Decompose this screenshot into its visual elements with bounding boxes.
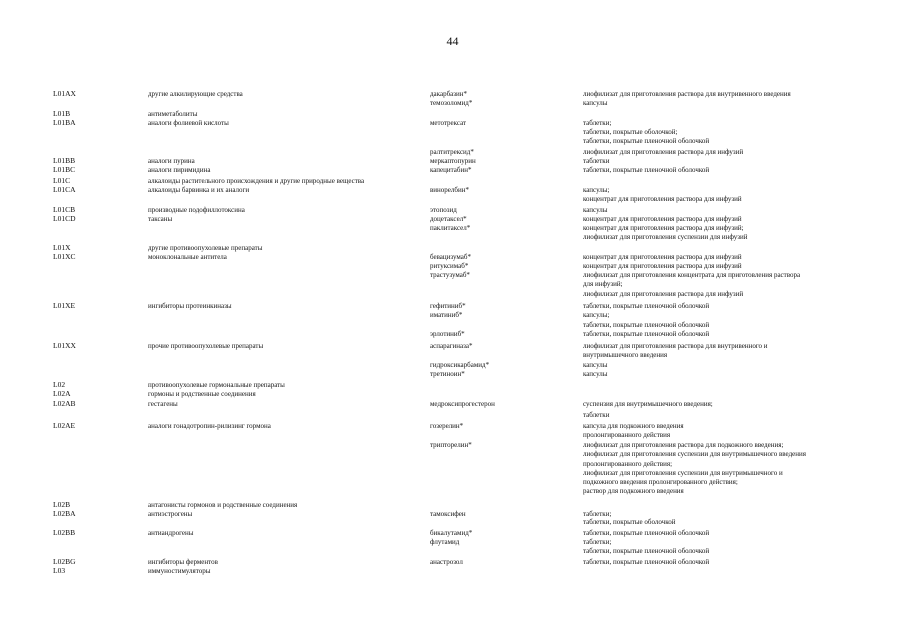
row-code: L01BB [53,156,76,165]
row-group: таксаны [148,215,173,223]
row-drug: третиноин* [430,370,465,378]
row-form: таблетки, покрытые пленочной оболочкой [583,547,710,555]
row-drug: ритуксимаб* [430,262,469,270]
row-form: внутримышечного введения [583,351,668,359]
row-drug: темозоломид* [430,99,473,107]
row-drug: меркаптопурин [430,157,476,165]
row-code: L02AE [53,421,76,430]
row-group: противоопухолевые гормональные препараты [148,381,285,389]
row-form: пролонгированного действия [583,431,671,439]
row-form: лиофилизат для приготовления раствора для инфузий [583,290,744,298]
row-group: ингибиторы протеинкиназы [148,302,232,310]
row-drug: иматиниб* [430,311,463,319]
row-form: лиофилизат для приготовления суспензии для внутримышечного введения [583,450,806,458]
row-drug: гозерелин* [430,422,464,430]
row-drug: медроксипрогестерон [430,400,495,408]
row-code: L01XC [53,252,76,261]
row-form: таблетки; [583,538,612,546]
row-form: суспензия для внутримышечного введения; [583,400,713,408]
row-form: лиофилизат для приготовления раствора для инфузий [583,148,744,156]
row-form: таблетки; [583,119,612,127]
row-form: пролонгированного действия; [583,460,673,468]
row-code: L01X [53,243,71,252]
row-group: гормоны и родственные соединения [148,390,256,398]
row-group: ингибиторы ферментов [148,558,218,566]
page-number: 44 [446,34,459,48]
row-form: капсулы [583,99,608,107]
row-code: L02AB [53,399,76,408]
row-drug: винорелбин* [430,186,469,194]
row-form: концентрат для приготовления раствора для инфузий; [583,224,744,232]
row-code: L02 [53,380,66,389]
row-form: капсулы; [583,186,610,194]
row-drug: капецитабин* [430,166,472,174]
row-drug: бикалутамид* [430,529,473,537]
row-group: аналоги фолиевой кислоты [148,119,229,127]
row-group: антиандрогены [148,529,194,537]
row-drug: ралтитрексид* [430,148,474,156]
row-form: таблетки; [583,510,612,518]
row-drug: гефитиниб* [430,302,466,310]
row-code: L02BB [53,528,76,537]
row-group: антиметаболиты [148,110,198,118]
row-drug: доцетаксел* [430,215,467,223]
row-drug: метотрексат [430,119,467,127]
row-drug: бевацизумаб* [430,253,471,261]
row-form: таблетки, покрытые пленочной оболочкой [583,321,710,329]
row-code: L02BA [53,509,76,518]
row-code: L01B [53,109,71,118]
row-form: капсулы; [583,311,610,319]
row-code: L02BG [53,557,76,566]
row-form: лиофилизат для приготовления концентрата для приготовления раствора [583,271,801,279]
row-group: гестагены [148,400,178,408]
row-form: концентрат для приготовления раствора для инфузий [583,262,742,270]
row-form: лиофилизат для приготовления раствора для внутривенного и [583,342,768,350]
row-drug: гидроксикарбамид* [430,361,490,369]
row-form: таблетки, покрытые оболочкой [583,518,676,526]
row-form: лиофилизат для приготовления раствора для внутривенного введения [583,90,791,98]
row-group: аналоги пурина [148,157,195,165]
row-drug: флутамид [430,538,460,546]
row-form: таблетки [583,411,610,419]
row-form: таблетки, покрытые пленочной оболочкой [583,330,710,338]
row-form: концентрат для приготовления раствора для инфузий [583,215,742,223]
row-drug: тамоксифен [430,510,466,518]
row-group: другие противоопухолевые препараты [148,244,263,252]
row-code: L01BC [53,165,76,174]
row-code: L01CA [53,185,76,194]
row-group: алкалоиды барвинка и их аналоги [148,186,250,194]
row-code: L01CD [53,214,76,223]
row-form: таблетки, покрытые оболочкой; [583,128,678,136]
row-group: алкалоиды растительного происхождения и другие природные вещества [148,177,365,185]
row-code: L03 [53,566,66,575]
row-group: другие алкилирующие средства [148,90,243,98]
row-form: капсулы [583,361,608,369]
row-drug: трастузумаб* [430,271,470,279]
row-form: лиофилизат для приготовления суспензии для инфузий [583,233,748,241]
row-form: лиофилизат для приготовления раствора для подкожного введения; [583,441,784,449]
row-drug: анастрозол [430,558,463,566]
row-form: лиофилизат для приготовления суспензии для внутримышечного и [583,469,783,477]
row-group: антагонисты гормонов и родственные соединения [148,501,298,509]
row-group: аналоги гонадотропин-рилизинг гормона [148,422,271,430]
row-code: L01C [53,176,71,185]
row-form: концентрат для приготовления раствора для инфузий [583,195,742,203]
row-form: капсула для подкожного введения [583,422,684,430]
row-form: таблетки, покрытые пленочной оболочкой [583,558,710,566]
row-group: производные подофиллотоксина [148,206,245,214]
row-form: капсулы [583,370,608,378]
row-form: таблетки, покрытые пленочной оболочкой [583,166,710,174]
row-code: L01BA [53,118,76,127]
row-form: раствор для подкожного введения [583,487,684,495]
row-code: L01XX [53,341,76,350]
row-form: подкожного введения пролонгированного действия; [583,478,738,486]
row-group: антиэстрогены [148,510,193,518]
row-group: моноклональные антитела [148,253,227,261]
row-form: таблетки, покрытые пленочной оболочкой [583,302,710,310]
row-code: L01CB [53,205,76,214]
row-code: L02B [53,500,71,509]
row-group: аналоги пиримидина [148,166,211,174]
row-group: прочие противоопухолевые препараты [148,342,264,350]
row-form: для инфузий; [583,280,623,288]
row-form: капсулы [583,206,608,214]
row-drug: дакарбазин* [430,90,467,98]
row-drug: паклитаксел* [430,224,471,232]
row-group: иммуностимуляторы [148,567,211,575]
row-form: таблетки [583,157,610,165]
row-drug: аспарагиназа* [430,342,473,350]
row-drug: эрлотиниб* [430,330,465,338]
row-code: L01XE [53,301,76,310]
row-code: L02A [53,389,71,398]
row-form: концентрат для приготовления раствора для инфузий [583,253,742,261]
row-drug: этопозид [430,206,457,214]
row-code: L01AX [53,89,76,98]
row-drug: трипторелин* [430,441,472,449]
row-form: таблетки, покрытые пленочной оболочкой [583,529,710,537]
row-form: таблетки, покрытые пленочной оболочкой [583,137,710,145]
